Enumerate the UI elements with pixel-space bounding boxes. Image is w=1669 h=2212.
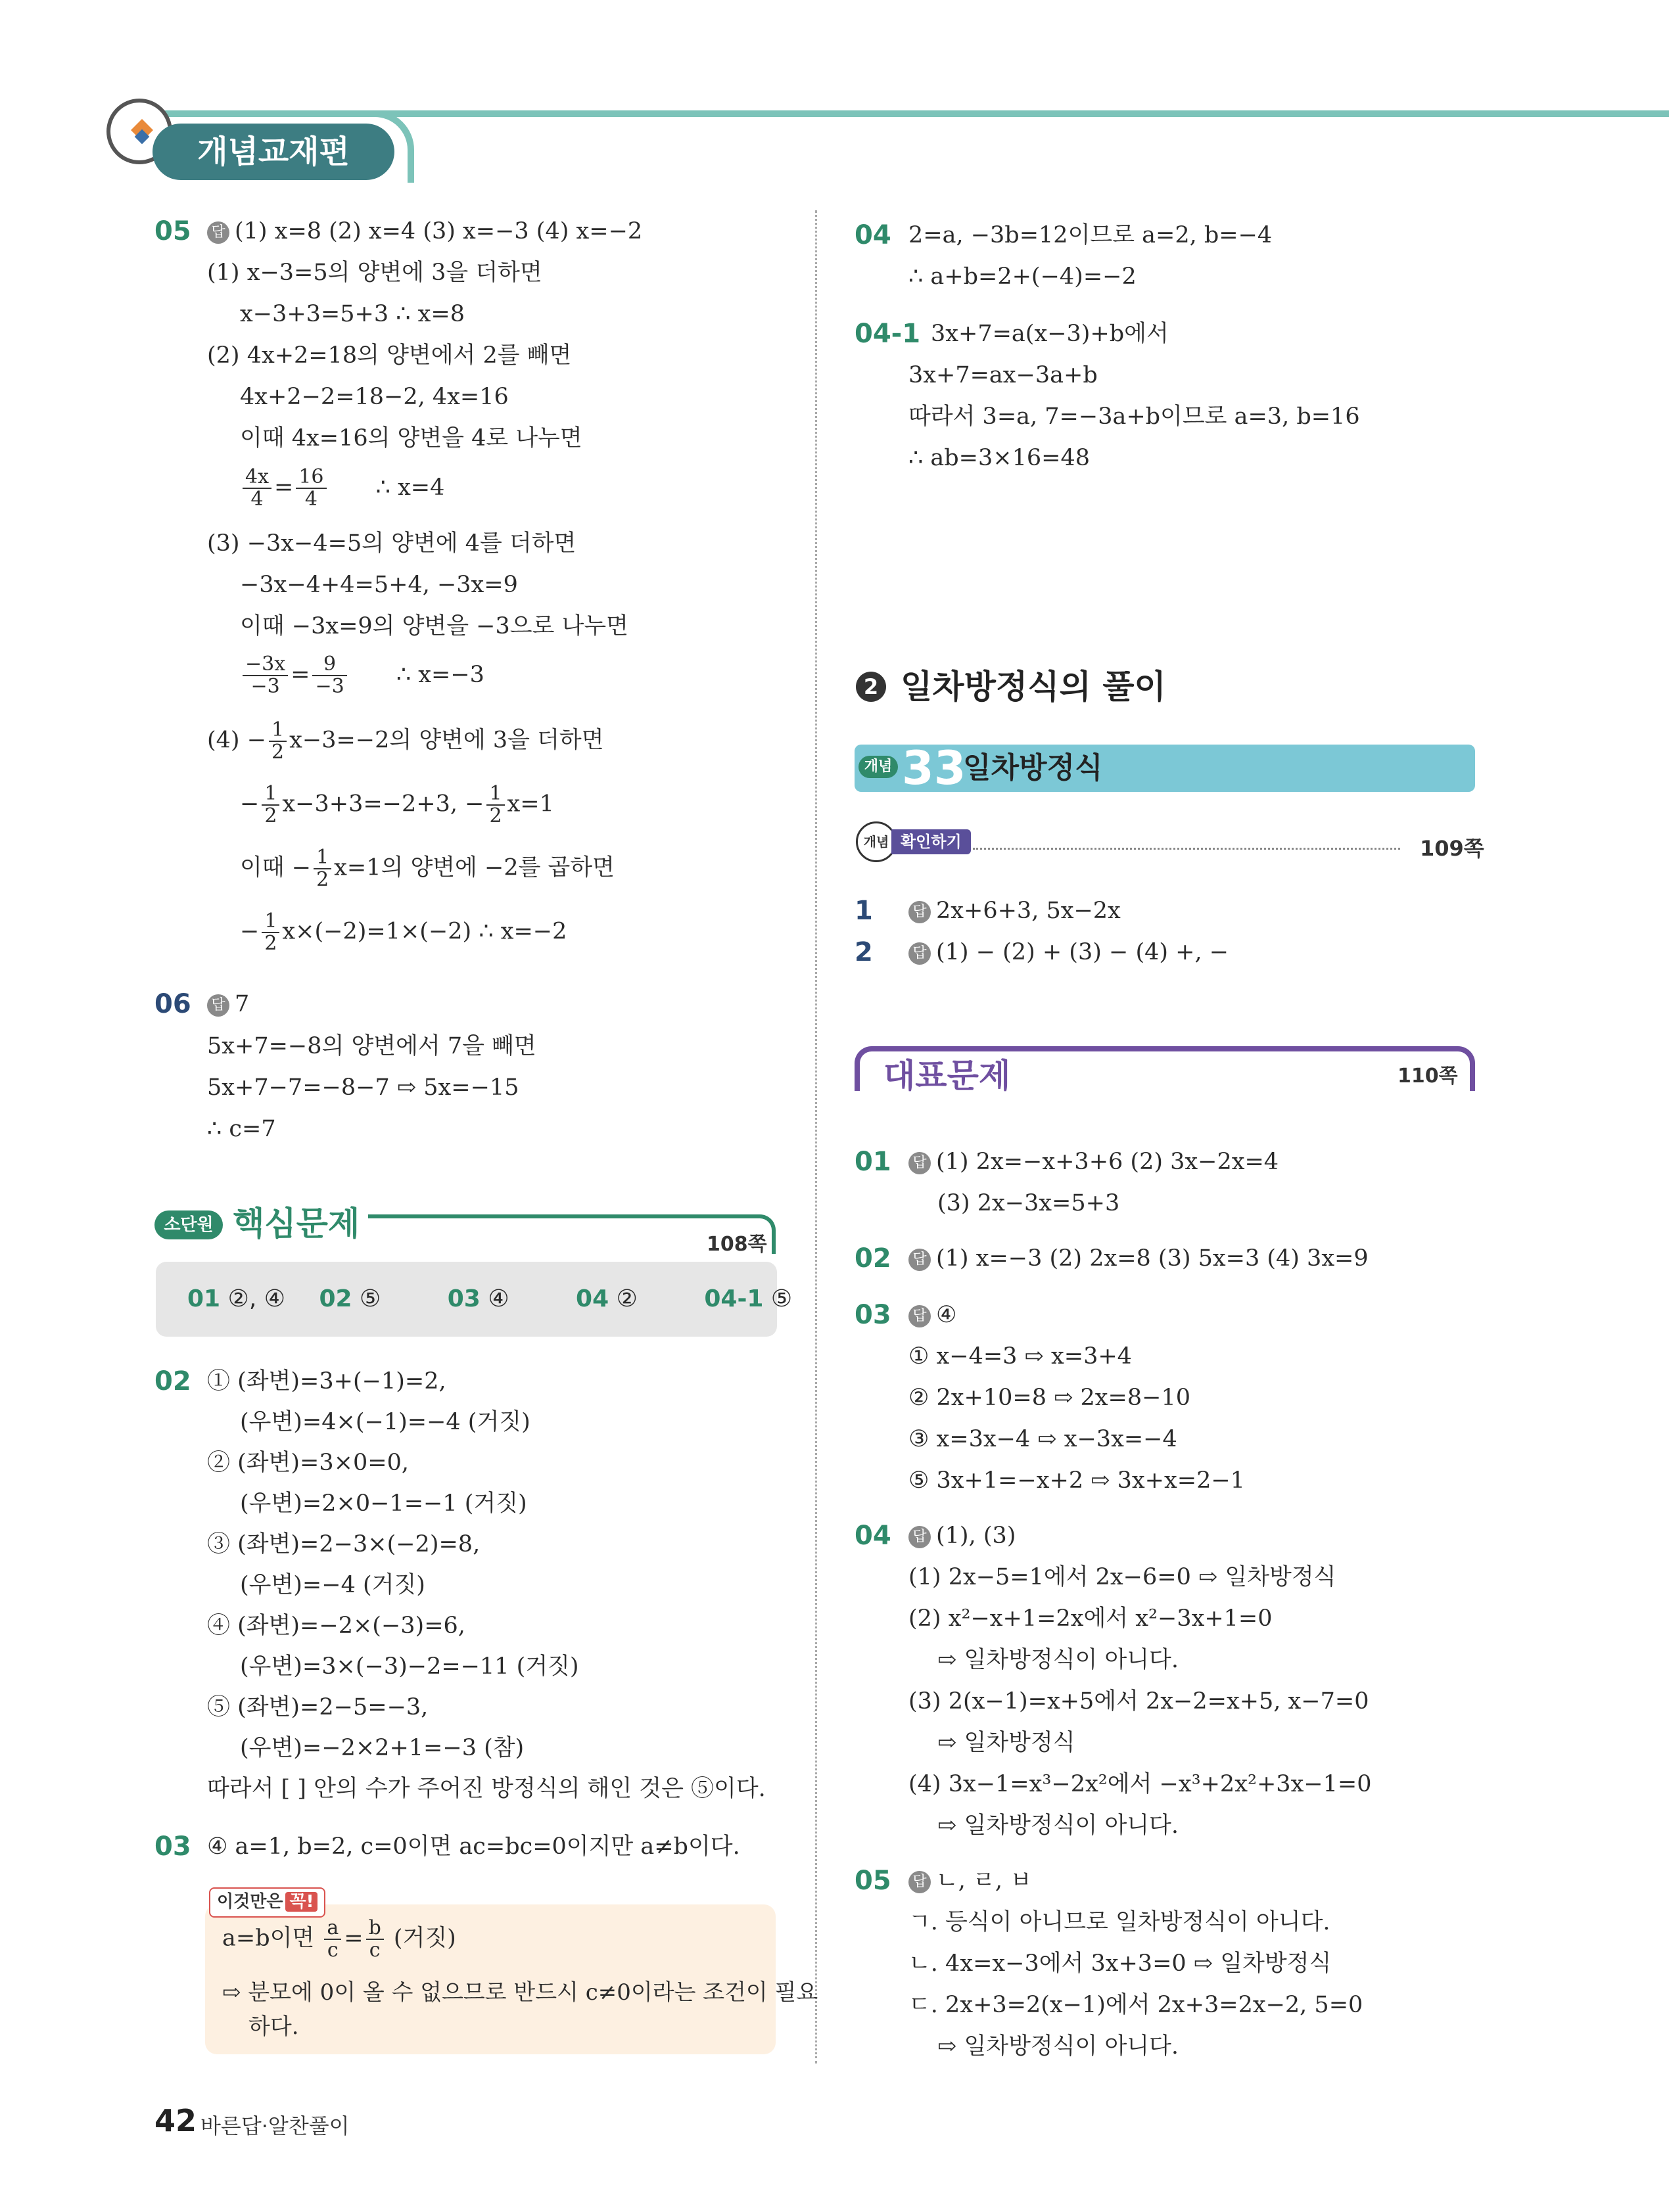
- text-line: ∴ a+b=2+(−4)=−2: [908, 264, 1137, 290]
- page-number: 42: [154, 2103, 197, 2138]
- footer-label: 바른답·알찬풀이: [200, 2113, 350, 2138]
- check-item: 답 2x+6+3, 5x−2x: [908, 896, 1121, 925]
- concept-number: 33: [902, 741, 966, 795]
- text-line: ③ x=3x−4 ⇨ x−3x=−4: [908, 1426, 1177, 1452]
- core-answer-row: 01 ②, ④ 02 ⑤ 03 ④ 04 ② 04-1 ⑤: [187, 1285, 793, 1312]
- core-tag: 소단원: [154, 1210, 223, 1239]
- tip-label: 이것만은 꼭!: [209, 1887, 325, 1918]
- check-tag: 개념: [856, 821, 897, 862]
- fraction-line: $\frac{-3x}{-3}$ = $\frac{9}{-3}$ ∴ x=−3: [240, 654, 484, 704]
- check-page: 109쪽: [1420, 836, 1484, 861]
- text-line: (3) −3x−4=5의 양변에 4를 더하면: [207, 530, 576, 557]
- text-line: (우변)=−2×2+1=−3 (참): [240, 1735, 525, 1761]
- r01-answer: 답 (1) 2x=−x+3+6 (2) 3x−2x=4: [908, 1147, 1279, 1176]
- concept-title: 일차방정식: [963, 751, 1103, 785]
- r-q041-number: 04-1: [855, 319, 921, 349]
- answer-badge-icon: 답: [207, 994, 229, 1017]
- section-number-icon: 2: [856, 672, 886, 702]
- text-line: (3) 2(x−1)=x+5에서 2x−2=x+5, x−7=0: [908, 1688, 1369, 1715]
- text-line: 이때 −3x=9의 양변을 −3으로 나누면: [240, 613, 628, 639]
- text-line: (우변)=−4 (거짓): [240, 1572, 425, 1598]
- q03-number: 03: [154, 1832, 191, 1862]
- rep-page: 110쪽: [1398, 1065, 1458, 1088]
- text-line: ④ a=1, b=2, c=0이면 ac=bc=0이지만 a≠b이다.: [207, 1833, 740, 1860]
- text-line: ⇨ 일차방정식이 아니다.: [937, 1647, 1179, 1673]
- text-line: ⑤ (좌변)=2−5=−3,: [207, 1694, 429, 1720]
- text-line: (2) 4x+2=18의 양변에서 2를 빼면: [207, 342, 572, 369]
- tip-line: ⇨ 분모에 0이 올 수 없으므로 반드시 c≠0이라는 조건이 필요: [222, 1979, 818, 2006]
- text-line: 이때 4x=16의 양변을 4로 나누면: [240, 425, 582, 451]
- text-line: −3x−4+4=5+4, −3x=9: [240, 572, 518, 598]
- r03-number: 03: [855, 1300, 891, 1330]
- text-line: ③ (좌변)=2−3×(−2)=8,: [207, 1531, 481, 1557]
- text-line: ㄷ. 2x+3=2(x−1)에서 2x+3=2x−2, 5=0: [908, 1992, 1363, 2018]
- r01-number: 01: [855, 1147, 891, 1177]
- q06-number: 06: [154, 989, 191, 1019]
- text-line: (4) 3x−1=x³−2x²에서 −x³+2x²+3x−1=0: [908, 1771, 1372, 1797]
- q05-answer: [207, 217, 642, 246]
- answer-badge-icon: 답: [908, 1871, 931, 1893]
- answer-badge-icon: 답: [908, 901, 931, 923]
- tip-line: a=b이면 $\frac{a}{c}$ = $\frac{b}{c}$ (거짓): [222, 1916, 456, 1962]
- section-title: 일차방정식의 풀이: [901, 668, 1166, 706]
- check-item-number: 2: [855, 937, 873, 967]
- text-line: (우변)=3×(−3)−2=−11 (거짓): [240, 1653, 579, 1680]
- r04-answer: 답 (1), (3): [908, 1521, 1016, 1550]
- check-label: 확인하기: [891, 829, 971, 854]
- text-line: 5x+7−7=−8−7 ⇨ 5x=−15: [207, 1074, 519, 1101]
- check-item: 답 (1) − (2) + (3) − (4) +, −: [908, 938, 1229, 967]
- answer-badge-icon: 답: [207, 221, 229, 244]
- fraction-line: − $\frac{1}{2}$ x−3+3=−2+3, − $\frac{1}{2}$ x=1: [240, 782, 554, 827]
- tip-line: 하다.: [248, 2014, 299, 2040]
- header-title: 개념교재편: [153, 124, 394, 180]
- fraction-line: − $\frac{1}{2}$ x×(−2)=1×(−2) ∴ x=−2: [240, 910, 567, 955]
- core-title: 핵심문제: [233, 1205, 360, 1243]
- text-line: ⇨ 일차방정식: [937, 1730, 1075, 1756]
- header-bar: [368, 110, 1669, 117]
- text-line: (1) 2x−5=1에서 2x−6=0 ⇨ 일차방정식: [908, 1564, 1336, 1590]
- text-line: ⇨ 일차방정식이 아니다.: [937, 2033, 1179, 2060]
- text-line: ∴ ab=3×16=48: [908, 445, 1090, 471]
- answer-badge-icon: 답: [908, 1305, 931, 1327]
- r04-number: 04: [855, 1521, 891, 1551]
- text-line: ② (좌변)=3×0=0,: [207, 1450, 409, 1476]
- fraction-line: (4) − $\frac{1}{2}$ x−3=−2의 양변에 3을 더하면: [207, 718, 604, 764]
- text-line: (1) x−3=5의 양변에 3을 더하면: [207, 260, 542, 286]
- r05-number: 05: [855, 1866, 891, 1896]
- r05-answer: 답 ㄴ, ㄹ, ㅂ: [908, 1866, 1032, 1895]
- rep-title: 대표문제: [878, 1055, 1016, 1096]
- text-line: (우변)=4×(−1)=−4 (거짓): [240, 1409, 530, 1435]
- text-line: 3x+7=a(x−3)+b에서: [931, 321, 1169, 347]
- text-line: (2) x²−x+1=2x에서 x²−3x+1=0: [908, 1605, 1273, 1632]
- check-item-number: 1: [855, 896, 873, 926]
- q05-number: 05: [154, 216, 191, 246]
- text-line: ⇨ 일차방정식이 아니다.: [937, 1812, 1179, 1839]
- text-line: ① (좌변)=3+(−1)=2,: [207, 1368, 446, 1394]
- check-dotted-rule: [973, 848, 1400, 850]
- q05-answer-text: (1) x=8 (2) x=4 (3) x=−3 (4) x=−2: [235, 218, 643, 244]
- answer-badge-icon: 답: [908, 1526, 931, 1548]
- core-page: 108쪽: [707, 1233, 767, 1256]
- text-line: ④ (좌변)=−2×(−3)=6,: [207, 1613, 465, 1639]
- text-line: 4x+2−2=18−2, 4x=16: [240, 384, 509, 410]
- text-line: ② 2x+10=8 ⇨ 2x=8−10: [908, 1385, 1191, 1411]
- text-line: ∴ c=7: [207, 1116, 276, 1142]
- text-line: 5x+7=−8의 양변에서 7을 빼면: [207, 1033, 536, 1059]
- r03-answer: 답 ④: [908, 1301, 956, 1329]
- answer-badge-icon: 답: [908, 1249, 931, 1271]
- text-line: ㄱ. 등식이 아니므로 일차방정식이 아니다.: [908, 1909, 1330, 1935]
- r-q04-number: 04: [855, 220, 891, 250]
- q06-answer: 답 7: [207, 990, 249, 1019]
- text-line: 따라서 3=a, 7=−3a+b이므로 a=3, b=16: [908, 403, 1360, 430]
- text-line: ① x−4=3 ⇨ x=3+4: [908, 1343, 1132, 1370]
- text-line: (3) 2x−3x=5+3: [937, 1190, 1120, 1216]
- text-line: (우변)=2×0−1=−1 (거짓): [240, 1490, 527, 1517]
- text-line: 3x+7=ax−3a+b: [908, 362, 1098, 388]
- fraction-line: 이때 − $\frac{1}{2}$ x=1의 양변에 −2를 곱하면: [240, 846, 615, 891]
- text-line: ㄴ. 4x=x−3에서 3x+3=0 ⇨ 일차방정식: [908, 1950, 1332, 1977]
- answer-badge-icon: 답: [908, 1152, 931, 1174]
- answer-badge-icon: 답: [908, 942, 931, 965]
- r02-answer: 답 (1) x=−3 (2) 2x=8 (3) 5x=3 (4) 3x=9: [908, 1244, 1369, 1273]
- text-line: x−3+3=5+3 ∴ x=8: [240, 301, 465, 327]
- r02-number: 02: [855, 1243, 891, 1274]
- q02-number: 02: [154, 1366, 191, 1396]
- column-divider: [815, 210, 817, 2063]
- text-line: ⑤ 3x+1=−x+2 ⇨ 3x+x=2−1: [908, 1467, 1245, 1494]
- text-line: 2=a, −3b=12이므로 a=2, b=−4: [908, 222, 1273, 248]
- text-line: 따라서 [ ] 안의 수가 주어진 방정식의 해인 것은 ⑤이다.: [207, 1776, 766, 1802]
- concept-tag: 개념: [858, 756, 898, 778]
- fraction-line: $\frac{4x}{4}$ = $\frac{16}{4}$ ∴ x=4: [240, 467, 444, 517]
